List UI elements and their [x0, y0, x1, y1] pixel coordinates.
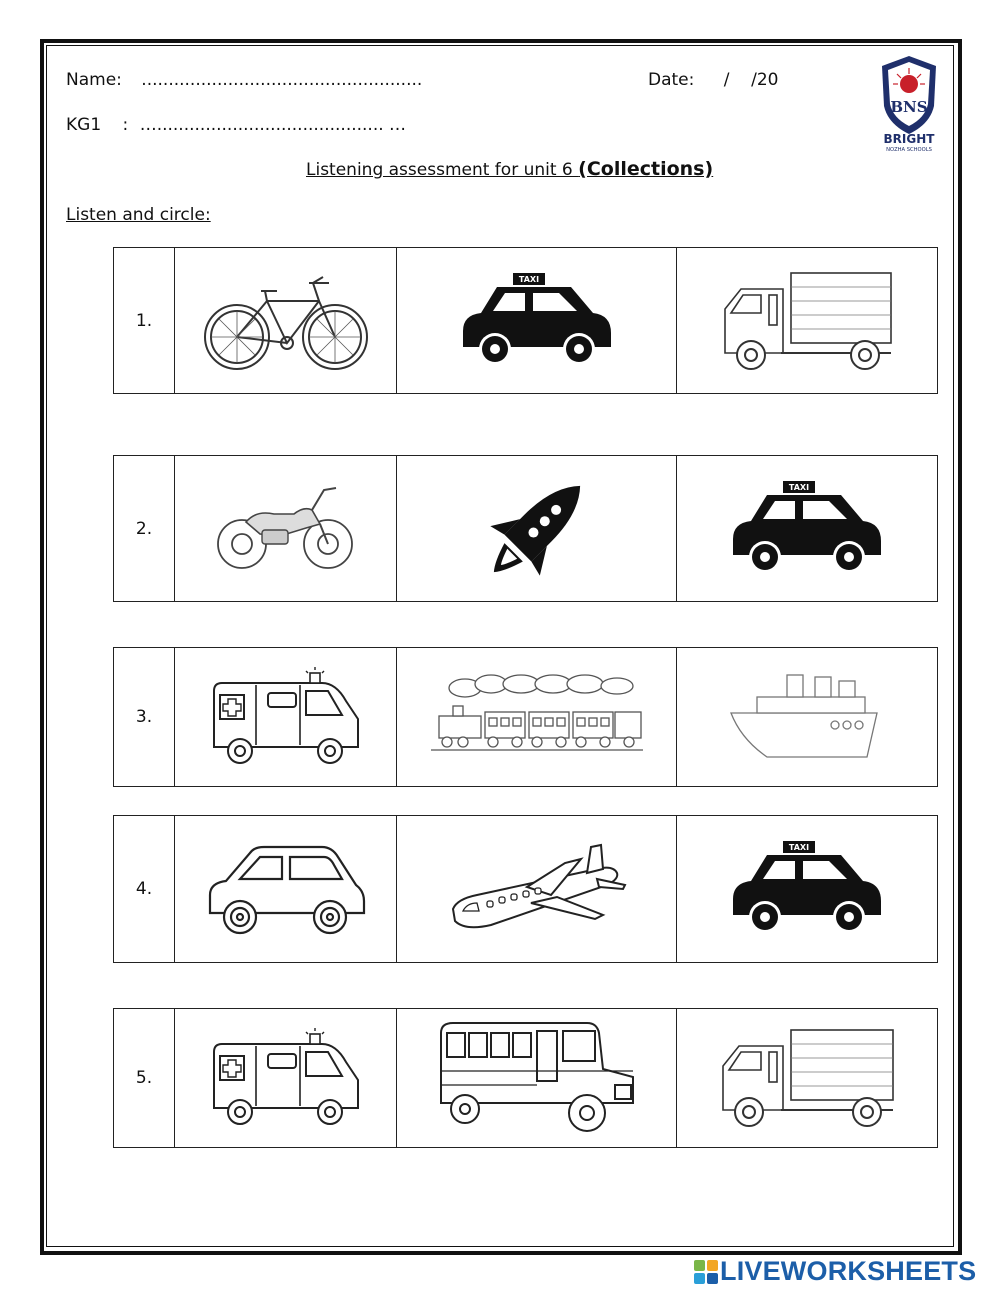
school-logo [878, 54, 940, 152]
question-row-3 [113, 647, 938, 787]
logo-subtitle: NOZHA SCHOOLS [886, 147, 932, 152]
option-taxi[interactable] [677, 816, 937, 962]
train-icon [429, 672, 645, 762]
option-rocket[interactable] [397, 456, 677, 601]
option-ambulance[interactable] [175, 648, 397, 786]
class-separator: : [122, 115, 129, 135]
option-truck[interactable] [677, 1009, 937, 1147]
option-airplane[interactable] [397, 816, 677, 962]
taxi-sign-text: TAXI [518, 274, 539, 284]
taxi-sign-text: TAXI [788, 843, 810, 852]
liveworksheets-brand[interactable] [692, 1256, 976, 1287]
option-ship[interactable] [677, 648, 937, 786]
option-bus[interactable] [397, 1009, 677, 1147]
logo-name: BRIGHT [883, 132, 935, 146]
airplane-icon [447, 839, 627, 939]
class-line [66, 115, 406, 135]
question-row-4 [113, 815, 938, 963]
option-taxi[interactable] [397, 248, 677, 393]
truck-icon [721, 269, 893, 373]
car-icon [206, 841, 366, 937]
taxi-icon [729, 479, 885, 579]
truck-icon [719, 1026, 895, 1130]
bus-icon [437, 1019, 637, 1137]
name-field[interactable]: .................................................... [141, 70, 423, 90]
option-motorcycle[interactable] [175, 456, 397, 601]
title-bold: (Collections) [578, 158, 714, 180]
option-taxi[interactable] [677, 456, 937, 601]
question-row-5 [113, 1008, 938, 1148]
row-number: 1. [114, 248, 175, 393]
option-ambulance[interactable] [175, 1009, 397, 1147]
row-number: 3. [114, 648, 175, 786]
option-train[interactable] [397, 648, 677, 786]
row-number: 2. [114, 456, 175, 601]
motorcycle-icon [216, 484, 356, 574]
date-line [648, 70, 778, 90]
instruction: Listen and circle: [66, 205, 211, 225]
row-number: 5. [114, 1009, 175, 1147]
class-label: KG1 [66, 115, 102, 135]
row-number: 4. [114, 816, 175, 962]
taxi-sign-text: TAXI [788, 482, 810, 492]
option-truck[interactable] [677, 248, 937, 393]
date-field[interactable]: / /20 [723, 70, 779, 90]
question-row-1 [113, 247, 938, 394]
title-plain: Listening assessment for unit 6 [306, 160, 579, 180]
date-label: Date: [648, 70, 695, 90]
brand-text: LIVEWORKSHEETS [720, 1256, 977, 1286]
option-bicycle[interactable] [175, 248, 397, 393]
page-title [306, 158, 713, 180]
option-car[interactable] [175, 816, 397, 962]
bicycle-icon [201, 261, 371, 381]
ambulance-icon [206, 1028, 366, 1128]
name-line [66, 70, 422, 90]
ambulance-icon [206, 667, 366, 767]
rocket-icon [472, 464, 602, 594]
taxi-icon [729, 839, 885, 939]
liveworksheets-logo-icon [692, 1258, 720, 1286]
taxi-icon [459, 271, 615, 371]
class-field[interactable]: ….......................................... … [139, 115, 407, 135]
ship-icon [727, 667, 887, 767]
logo-initials: BNS [890, 98, 928, 116]
question-row-2 [113, 455, 938, 602]
name-label: Name: [66, 70, 122, 90]
